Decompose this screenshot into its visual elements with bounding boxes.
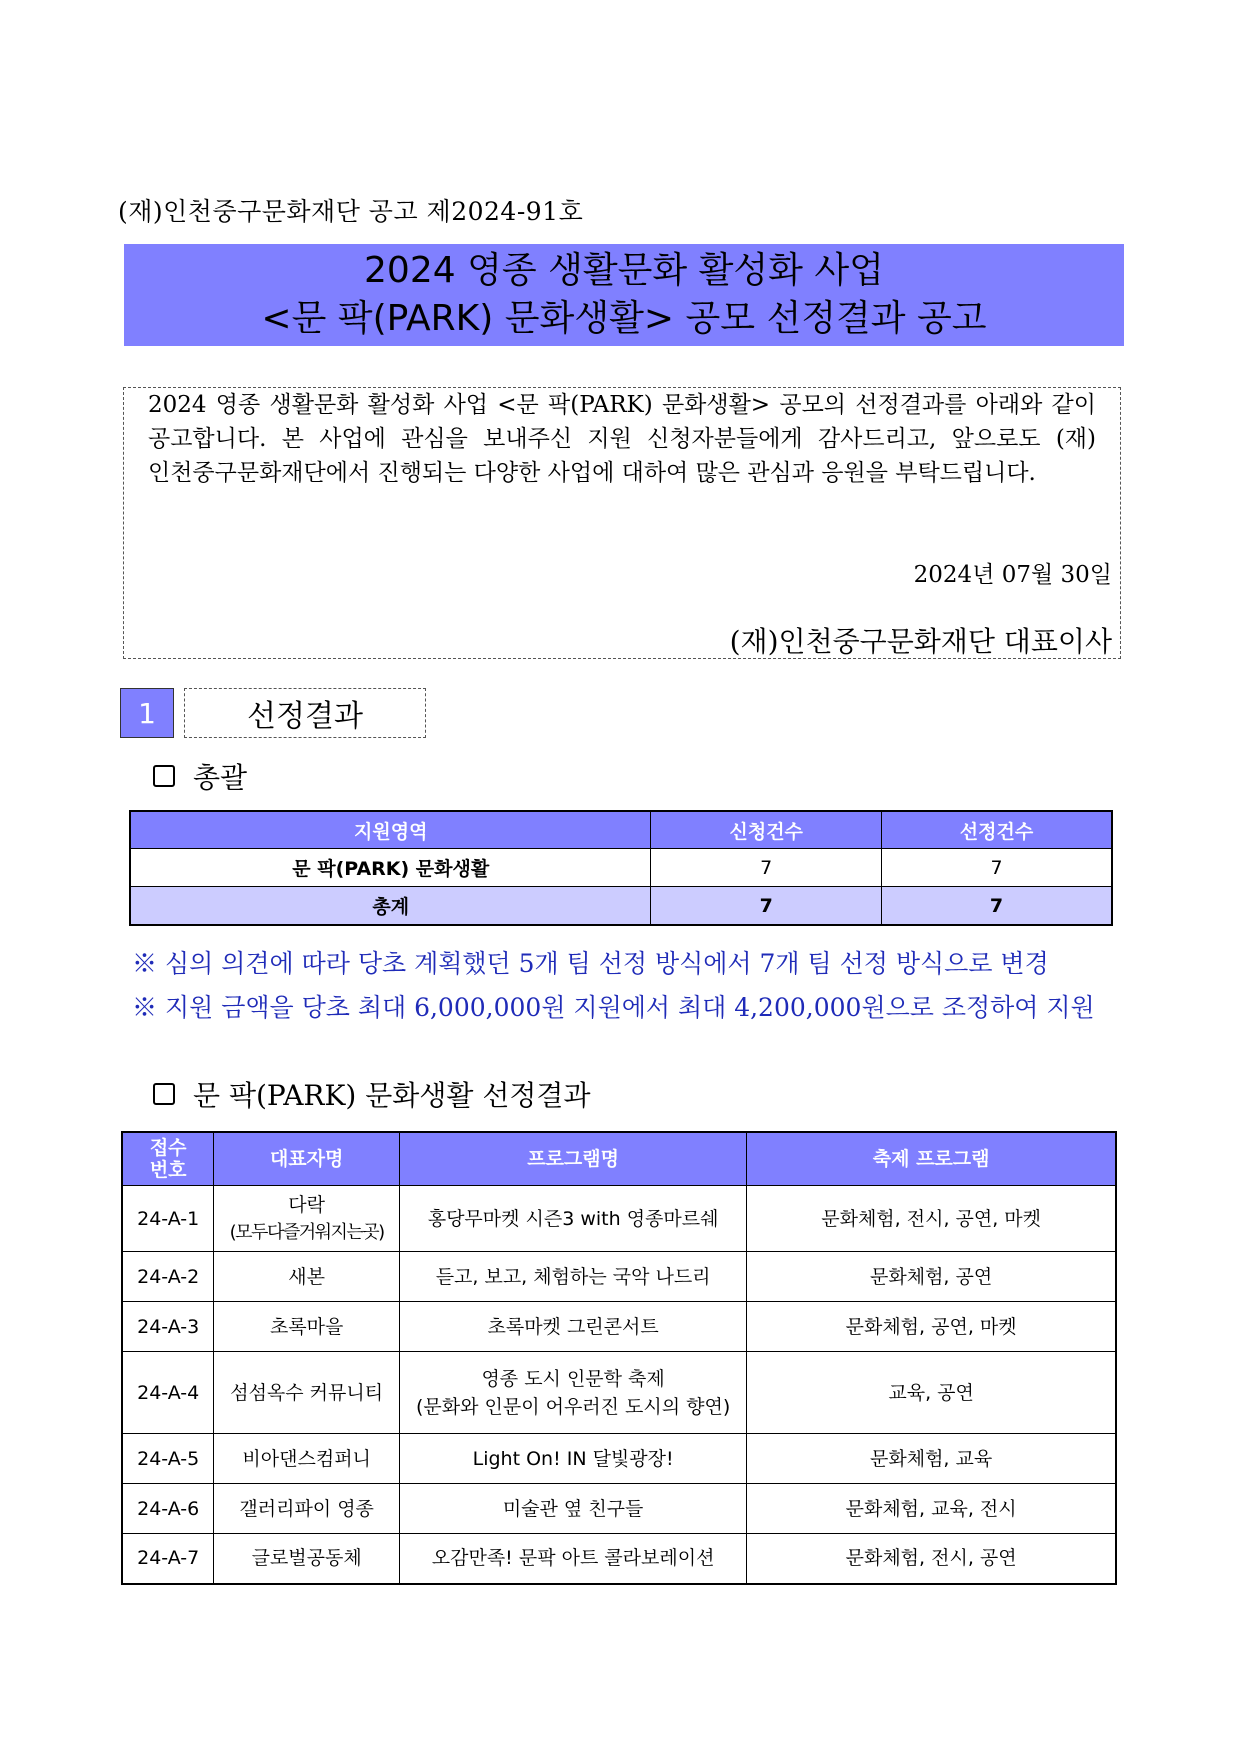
- cell-festival: 교육, 공연: [747, 1352, 1116, 1434]
- summary-heading-label: 총괄: [193, 761, 248, 794]
- table-row: [130, 849, 1112, 887]
- cell-rep: 섬섬옥수 커뮤니티: [214, 1352, 400, 1434]
- summary-cell-selected: 7: [881, 849, 1112, 887]
- cell-festival: 문화체험, 전시, 공연, 마켓: [747, 1186, 1116, 1252]
- checkbox-icon: [153, 765, 175, 787]
- intro-signature: (재)인천중구문화재단 대표이사: [729, 625, 1112, 658]
- cell-rep: [214, 1186, 400, 1252]
- table-row: [122, 1434, 1116, 1484]
- cell-rep: 갤러리파이 영종: [214, 1484, 400, 1534]
- intro-box: [123, 387, 1121, 659]
- results-table: [121, 1131, 1117, 1585]
- results-header-festival: 축제 프로그램: [747, 1132, 1116, 1186]
- summary-total-label: 총계: [130, 887, 651, 926]
- intro-date: 2024년 07월 30일: [913, 562, 1112, 588]
- cell-festival: 문화체험, 공연, 마켓: [747, 1302, 1116, 1352]
- cell-program: 오감만족! 문팍 아트 콜라보레이션: [399, 1534, 746, 1584]
- cell-rep: 새본: [214, 1252, 400, 1302]
- notice-number: (재)인천중구문화재단 공고 제2024-91호: [118, 197, 584, 226]
- cell-program: 듣고, 보고, 체험하는 국악 나드리: [399, 1252, 746, 1302]
- cell-program: 미술관 옆 친구들: [399, 1484, 746, 1534]
- note-2: ※ 지원 금액을 당초 최대 6,000,000원 지원에서 최대 4,200,000원으로 조정하여 지원: [132, 993, 1095, 1022]
- cell-program-sub: (문화와 인문이 어우러진 도시의 향연): [415, 1395, 731, 1418]
- cell-no: 24-A-7: [122, 1534, 214, 1584]
- summary-header-selected: 선정건수: [881, 811, 1112, 849]
- checkbox-icon: [153, 1083, 175, 1105]
- title-line-1: 2024 영종 생활문화 활성화 사업: [364, 250, 884, 291]
- cell-program-name: 영종 도시 인문학 축제: [481, 1367, 665, 1390]
- results-header-row: [122, 1132, 1116, 1186]
- table-row: [122, 1186, 1116, 1252]
- summary-total-applied: 7: [651, 887, 882, 926]
- table-row: [122, 1484, 1116, 1534]
- cell-rep-sub: (모두다즐거워지는곳): [229, 1221, 384, 1243]
- cell-rep: 글로벌공동체: [214, 1534, 400, 1584]
- summary-total-row: [130, 887, 1112, 926]
- table-row: [122, 1352, 1116, 1434]
- intro-text: 2024 영종 생활문화 활성화 사업 <문 팍(PARK) 문화생활> 공모의 선정결과를 아래와 같이 공고합니다. 본 사업에 관심을 보내주신 지원 신청자분들에게 감사드리고, 앞으로도 (재)인천중구문화재단에서 진행되는 다양한 사업에 대하여 많은 관심과 응원을 부탁드립니다.: [148, 392, 1096, 486]
- summary-cell-applied: 7: [651, 849, 882, 887]
- table-row: [122, 1534, 1116, 1584]
- section-number: 1: [120, 688, 174, 738]
- table-row: [122, 1302, 1116, 1352]
- cell-no: 24-A-3: [122, 1302, 214, 1352]
- results-header-rep: 대표자명: [214, 1132, 400, 1186]
- cell-no: 24-A-6: [122, 1484, 214, 1534]
- summary-header-applied: 신청건수: [651, 811, 882, 849]
- results-heading-label: 문 팍(PARK) 문화생활 선정결과: [193, 1079, 591, 1112]
- table-row: [122, 1252, 1116, 1302]
- summary-total-selected: 7: [881, 887, 1112, 926]
- results-header-no: [122, 1132, 214, 1186]
- note-1: ※ 심의 의견에 따라 당초 계획했던 5개 팀 선정 방식에서 7개 팀 선정 방식으로 변경: [132, 949, 1049, 978]
- cell-no: 24-A-4: [122, 1352, 214, 1434]
- results-header-program: 프로그램명: [399, 1132, 746, 1186]
- summary-table: [129, 810, 1113, 926]
- cell-rep: 초록마을: [214, 1302, 400, 1352]
- cell-program: 홍당무마켓 시즌3 with 영종마르쉐: [399, 1186, 746, 1252]
- cell-program: Light On! IN 달빛광장!: [399, 1434, 746, 1484]
- section-title: 선정결과: [184, 688, 426, 738]
- cell-festival: 문화체험, 전시, 공연: [747, 1534, 1116, 1584]
- cell-no: 24-A-2: [122, 1252, 214, 1302]
- cell-program: [399, 1352, 746, 1434]
- cell-rep: 비아댄스컴퍼니: [214, 1434, 400, 1484]
- cell-program: 초록마켓 그린콘서트: [399, 1302, 746, 1352]
- cell-festival: 문화체험, 공연: [747, 1252, 1116, 1302]
- summary-header-area: 지원영역: [130, 811, 651, 849]
- summary-heading: [153, 756, 247, 796]
- cell-rep-name: 다락: [288, 1193, 326, 1216]
- summary-header-row: [130, 811, 1112, 849]
- cell-no: 24-A-1: [122, 1186, 214, 1252]
- summary-cell-area: 문 팍(PARK) 문화생활: [130, 849, 651, 887]
- cell-festival: 문화체험, 교육, 전시: [747, 1484, 1116, 1534]
- results-header-no-line1: 접수: [149, 1137, 187, 1159]
- results-heading: [153, 1074, 591, 1114]
- cell-no: 24-A-5: [122, 1434, 214, 1484]
- title-banner: [124, 244, 1124, 346]
- cell-festival: 문화체험, 교육: [747, 1434, 1116, 1484]
- results-header-no-line2: 번호: [149, 1159, 187, 1181]
- title-line-2: <문 팍(PARK) 문화생활> 공모 선정결과 공고: [261, 298, 987, 339]
